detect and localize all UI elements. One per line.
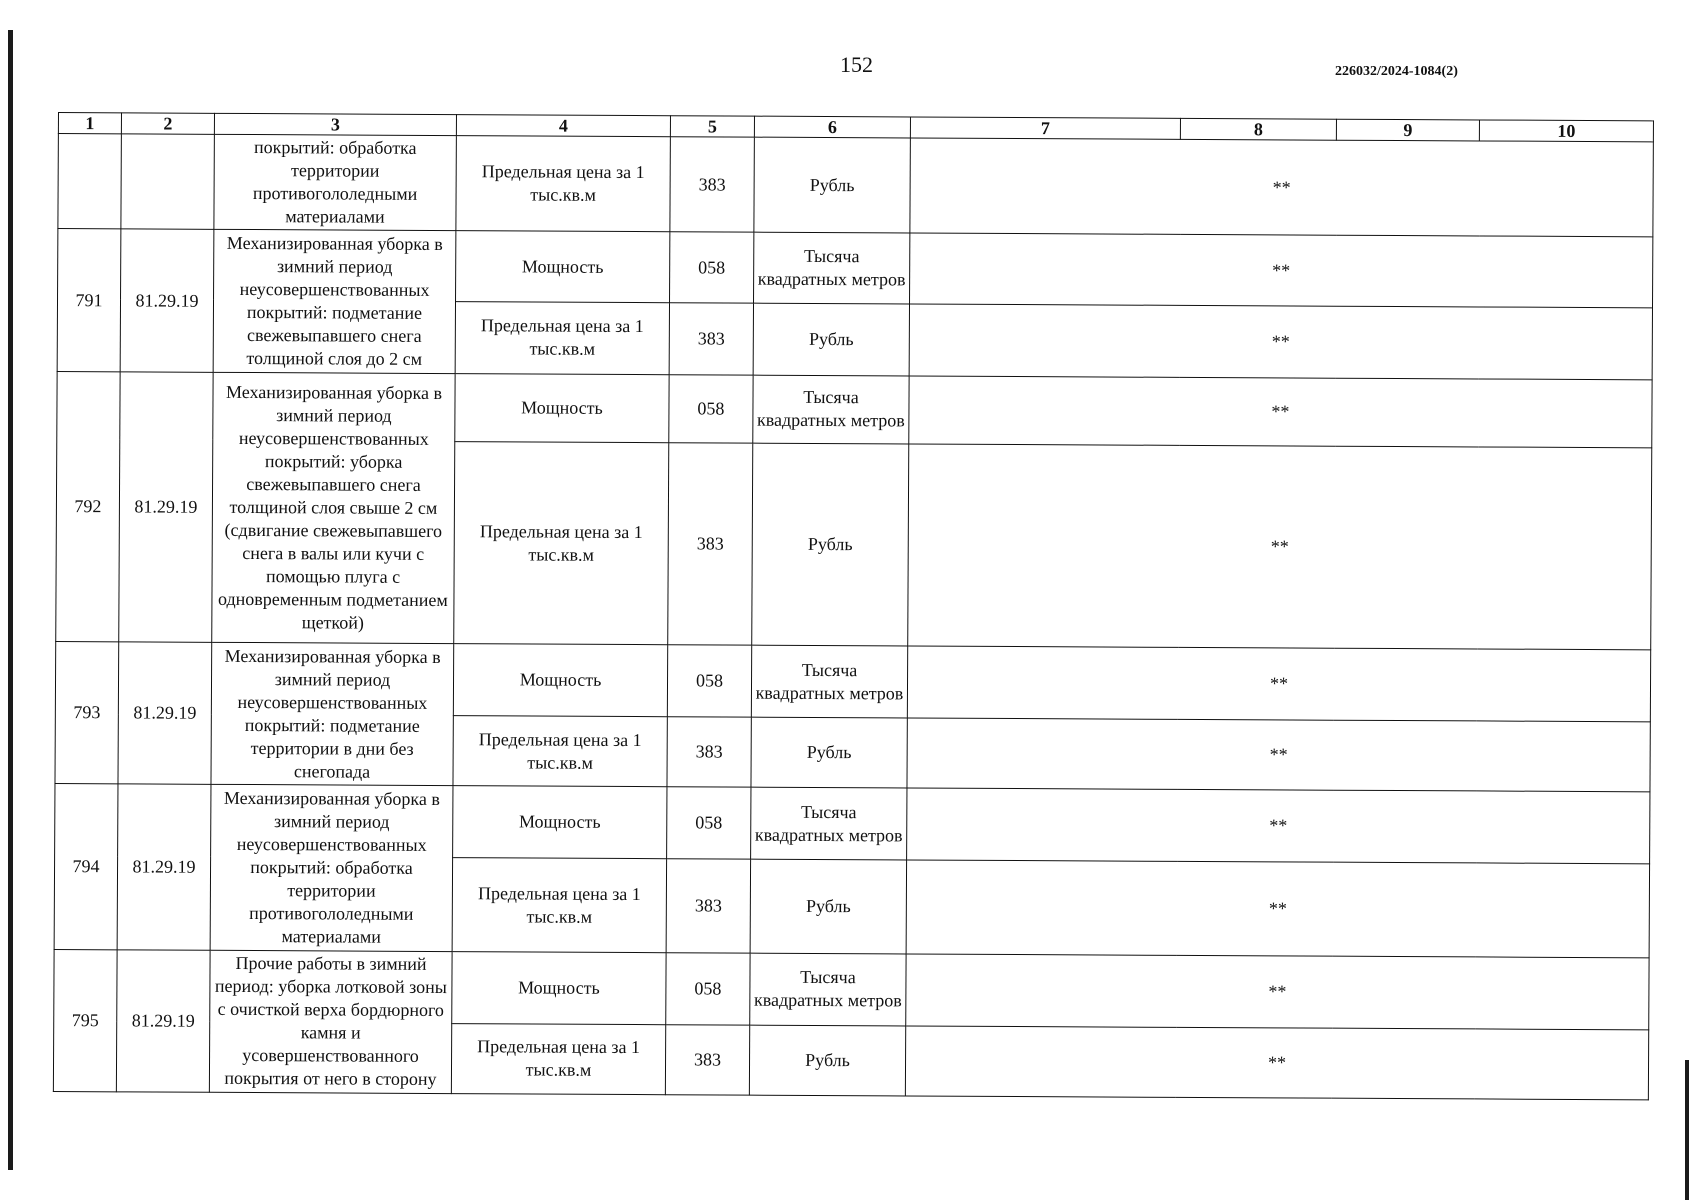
okei-code: 383 <box>667 717 751 787</box>
unit-name: Тысяча квадратных метров <box>751 645 907 718</box>
work-description: Механизированная уборка в зимний период неусовершенствованных покрытий: подметание территории в дни без снегопада <box>211 643 454 786</box>
row-number: 792 <box>56 371 120 642</box>
okei-code: 058 <box>669 374 753 443</box>
work-description: Прочие работы в зимний период: уборка лотковой зоны с очисткой верха бордюрного камня и усовершенствованного покрытия от него в сторону <box>209 950 452 1093</box>
price-table <box>53 112 1654 1100</box>
okpd-code: 81.29.19 <box>116 950 210 1093</box>
unit-name: Рубль <box>750 860 906 954</box>
okpd-code: 81.29.19 <box>119 371 213 642</box>
okpd-code <box>121 134 214 230</box>
unit-name: Рубль <box>752 443 909 646</box>
scan-edge-mark <box>8 30 13 1170</box>
unit-name: Рубль <box>749 1025 905 1096</box>
table-row <box>55 642 1650 722</box>
value-mark: ** <box>907 718 1650 792</box>
okpd-code: 81.29.19 <box>118 642 212 785</box>
row-number: 794 <box>54 784 118 950</box>
indicator-price: Предельная цена за 1 тыс.кв.м <box>452 858 666 953</box>
value-mark: ** <box>909 304 1652 379</box>
unit-name: Рубль <box>754 138 910 234</box>
okei-code: 383 <box>665 1025 749 1096</box>
value-mark: ** <box>905 1026 1648 1100</box>
unit-name: Тысяча квадратных метров <box>751 787 907 860</box>
table-row <box>57 371 1652 448</box>
indicator-power: Мощность <box>456 231 670 303</box>
header-cell: 3 <box>214 113 456 136</box>
okei-code: 058 <box>667 645 751 717</box>
okei-code: 058 <box>667 787 751 860</box>
header-cell: 8 <box>1180 118 1336 140</box>
value-mark: ** <box>907 646 1650 722</box>
indicator-price: Предельная цена за 1 тыс.кв.м <box>456 136 670 232</box>
value-mark: ** <box>910 138 1653 237</box>
header-cell: 1 <box>58 113 121 135</box>
okei-code: 058 <box>666 953 750 1026</box>
header-cell: 2 <box>121 113 214 135</box>
header-cell: 9 <box>1336 119 1479 141</box>
work-description: Механизированная уборка в зимний период неусовершенствованных покрытий: обработка территории противогололедными материалами <box>210 785 453 952</box>
work-description: покрытий: обработка территории противогололедными материалами <box>214 135 456 231</box>
unit-name: Рубль <box>751 717 907 788</box>
table-row <box>58 134 1653 237</box>
indicator-power: Мощность <box>455 373 669 443</box>
okei-code: 383 <box>670 137 754 232</box>
value-mark: ** <box>909 375 1652 447</box>
table-row <box>54 949 1649 1029</box>
indicator-price: Предельная цена за 1 тыс.кв.м <box>455 302 669 375</box>
work-description: Механизированная уборка в зимний период неусовершенствованных покрытий: подметание свежевыпавшего снега толщиной слоя до 2 см <box>213 230 456 373</box>
document-reference: 226032/2024-1084(2) <box>1335 64 1458 79</box>
row-number: 793 <box>55 642 119 784</box>
value-mark: ** <box>910 233 1653 307</box>
work-description: Механизированная уборка в зимний период неусовершенствованных покрытий: уборка свежевыпавшего снега толщиной слоя свыше 2 см (сдвигание свежевыпавшего снега в валы или кучи с помощью плуга с одновременным подметанием щеткой) <box>212 372 455 644</box>
okei-code: 383 <box>666 859 750 953</box>
header-cell: 7 <box>910 117 1180 140</box>
okei-code: 383 <box>668 443 753 646</box>
okei-code: 383 <box>669 303 753 375</box>
table-row <box>58 229 1653 308</box>
header-cell: 10 <box>1479 120 1653 142</box>
indicator-price: Предельная цена за 1 тыс.кв.м <box>451 1024 665 1095</box>
unit-name: Тысяча квадратных метров <box>753 375 909 444</box>
unit-name: Тысяча квадратных метров <box>750 953 906 1026</box>
row-number <box>58 134 121 229</box>
indicator-power: Мощность <box>453 786 667 859</box>
indicator-power: Мощность <box>452 951 666 1024</box>
indicator-price: Предельная цена за 1 тыс.кв.м <box>453 716 667 787</box>
header-cell: 6 <box>754 116 910 138</box>
okpd-code: 81.29.19 <box>120 229 214 372</box>
value-mark: ** <box>906 954 1649 1030</box>
value-mark: ** <box>907 788 1650 864</box>
okei-code: 058 <box>670 232 754 303</box>
header-cell: 4 <box>456 115 670 138</box>
unit-name: Рубль <box>753 303 909 375</box>
header-cell: 5 <box>670 116 754 138</box>
indicator-power: Мощность <box>453 644 667 717</box>
value-mark: ** <box>906 860 1649 957</box>
scan-edge-mark-right <box>1685 1060 1689 1200</box>
indicator-price: Предельная цена за 1 тыс.кв.м <box>454 442 669 645</box>
row-number: 795 <box>53 949 117 1091</box>
okpd-code: 81.29.19 <box>117 784 211 950</box>
value-mark: ** <box>908 444 1652 650</box>
row-number: 791 <box>57 229 121 371</box>
table-row <box>55 784 1650 865</box>
unit-name: Тысяча квадратных метров <box>754 233 910 304</box>
page-number: 152 <box>840 52 873 77</box>
